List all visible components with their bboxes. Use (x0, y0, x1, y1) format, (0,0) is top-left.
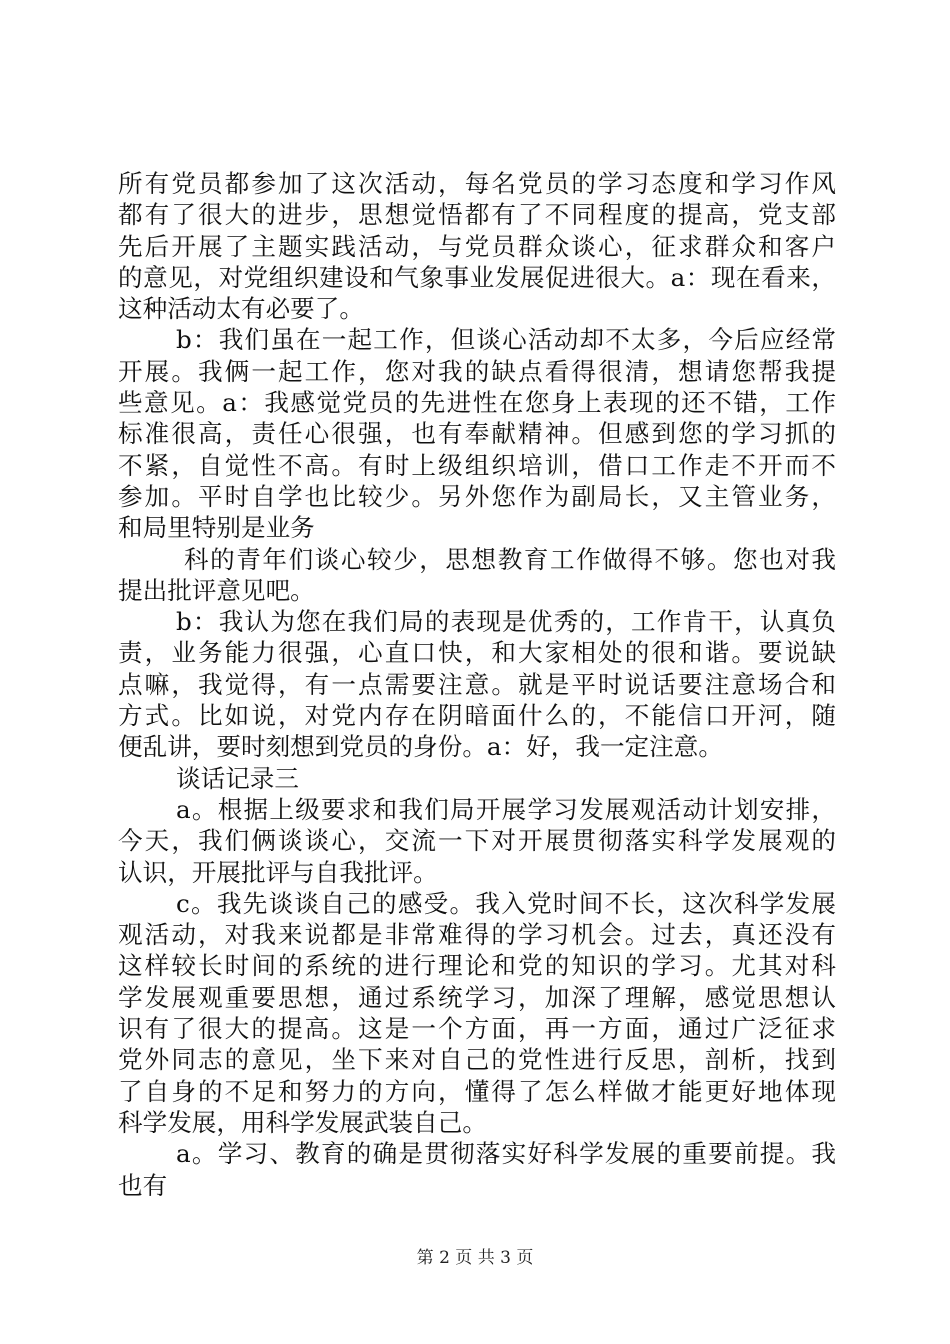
text-line: 也有 (118, 1170, 168, 1200)
text-line: 不紧，自觉性不高。有时上级组织培训，借口工作走不开而不 (118, 450, 836, 480)
text-line: 所有党员都参加了这次活动，每名党员的学习态度和学习作风 (118, 169, 836, 198)
text-line: 学发展观重要思想，通过系统学习，加深了理解，感觉思想认 (118, 982, 836, 1012)
text-line: 的意见，对党组织建设和气象事业发展促进很大。a：现在看来， (118, 262, 836, 292)
text-line: b：我认为您在我们局的表现是优秀的，工作肯干，认真负 (176, 607, 836, 637)
text-line: 识有了很大的提高。这是一个方面，再一方面，通过广泛征求 (118, 1014, 836, 1044)
text-line: 提出批评意见吧。 (118, 575, 315, 605)
text-line: a。根据上级要求和我们局开展学习发展观活动计划安排， (176, 794, 836, 824)
text-line: 科学发展，用科学发展武装自己。 (118, 1107, 487, 1137)
text-line: 先后开展了主题实践活动，与党员群众谈心，征求群众和客户 (118, 231, 836, 261)
text-line: 观活动，对我来说都是非常难得的学习机会。过去，真还没有 (118, 920, 836, 950)
section-heading: 谈话记录三 (176, 763, 299, 793)
text-line: 开展。我俩一起工作，您对我的缺点看得很清，想请您帮我提 (118, 356, 836, 386)
text-line: 便乱讲，要时刻想到党员的身份。a：好，我一定注意。 (118, 732, 723, 762)
text-line: 科的青年们谈心较少，思想教育工作做得不够。您也对我 (184, 544, 836, 574)
text-line: b：我们虽在一起工作，但谈心活动却不太多，今后应经常 (176, 325, 836, 355)
text-line: 今天，我们俩谈谈心，交流一下对开展贯彻落实科学发展观的 (118, 826, 836, 856)
text-line: 些意见。a：我感觉党员的先进性在您身上表现的还不错，工作 (118, 388, 836, 418)
text-line: 党外同志的意见，坐下来对自己的党性进行反思，剖析，找到 (118, 1045, 836, 1075)
document-body (118, 168, 836, 1201)
text-line: c。我先谈谈自己的感受。我入党时间不长，这次科学发展 (176, 888, 836, 918)
text-line: 这样较长时间的系统的进行理论和党的知识的学习。尤其对科 (118, 951, 836, 981)
page-number-footer: 第 2 页 共 3 页 (416, 1248, 534, 1268)
text-line: 这种活动太有必要了。 (118, 294, 364, 324)
text-line: 了自身的不足和努力的方向，懂得了怎么样做才能更好地体现 (118, 1076, 836, 1106)
text-line: 认识，开展批评与自我批评。 (118, 857, 438, 887)
text-line: 责，业务能力很强，心直口快，和大家相处的很和谐。要说缺 (118, 638, 836, 668)
text-line: 都有了很大的进步，思想觉悟都有了不同程度的提高，党支部 (118, 200, 836, 230)
text-line: 参加。平时自学也比较少。另外您作为副局长，又主管业务， (118, 481, 836, 511)
text-line: 和局里特别是业务 (118, 513, 315, 543)
text-line: 方式。比如说，对党内存在阴暗面什么的，不能信口开河，随 (118, 701, 836, 731)
text-line: 标准很高，责任心很强，也有奉献精神。但感到您的学习抓的 (118, 419, 836, 449)
text-line: a。学习、教育的确是贯彻落实好科学发展的重要前提。我 (176, 1139, 836, 1169)
text-line: 点嘛，我觉得，有一点需要注意。就是平时说话要注意场合和 (118, 669, 836, 699)
